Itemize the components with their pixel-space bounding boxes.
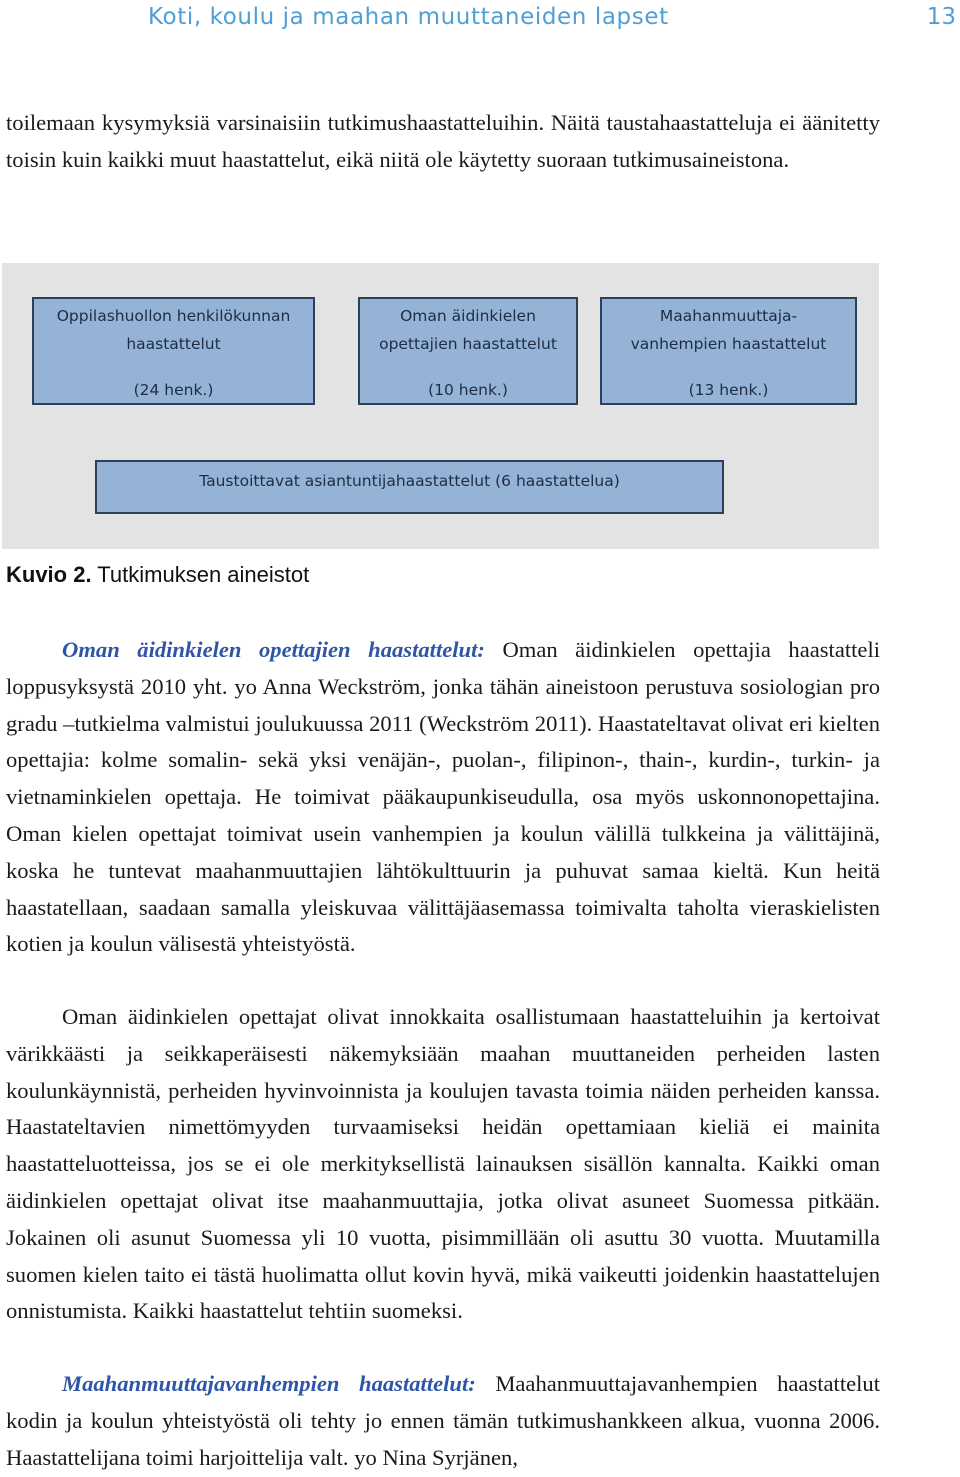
box-label: vanhempien haastattelut xyxy=(630,335,827,353)
figure-caption xyxy=(6,562,309,588)
intro-paragraph: toilemaan kysymyksiä varsinaisiin tutkimushaastatteluihin. Näitä taustahaastatteluja ei äänitetty toisin kuin kaikki muut haastattelut, eikä niitä ole käytetty suoraan tutkimusaineistona. xyxy=(6,110,880,172)
box-count: (10 henk.) xyxy=(428,381,508,399)
section1-body1: Oman äidinkielen opettajia haastatteli loppusyksystä 2010 yht. yo Anna Weckström, jonka tähän aineistoon perustuva sosiologian pro gradu –tutkielma valmistui joulukuussa 2011 (Weckström 2011). Haastateltavat olivat eri kielten opettajia: kolme somalin- sekä yksi venäjän-, puolan-, filipinon-, thain-, kurdin-, turkin- ja vietnaminkielen opettaja. He toimivat pääkaupunkiseudulla, osa myös uskonnonopettajina. Oman kielen opettajat toimivat usein vanhempien ja koulun välillä tulkkeina ja välittäjinä, koska he tuntevat maahanmuuttajien lähtökulttuurin ja puhuvat samaa kieltä. Kun heitä haastatellaan, saadaan samalla yleiskuvaa välittäjäasemassa toimivalta taholta vieraskielisten kotien ja koulun välisestä yhteistyöstä. xyxy=(6,637,880,957)
box-count: (24 henk.) xyxy=(133,381,214,399)
section2-paragraph xyxy=(6,1366,880,1476)
box-mother-tongue-teachers xyxy=(358,297,578,405)
running-header xyxy=(0,0,960,40)
caption-text: Tutkimuksen aineistot xyxy=(97,562,310,587)
box-label: opettajien haastattelut xyxy=(379,335,557,353)
box-label: Oman äidinkielen xyxy=(400,307,536,325)
section1-heading: Oman äidinkielen opettajien haastattelut: xyxy=(62,637,485,662)
box-immigrant-parents xyxy=(600,297,857,405)
caption-label: Kuvio 2. xyxy=(6,562,92,587)
box-label: Maahanmuuttaja- xyxy=(659,307,798,325)
box-label: Taustoittavat asiantuntijahaastattelut (6 haastattelua) xyxy=(199,472,620,490)
box-label: Oppilashuollon henkilökunnan xyxy=(56,307,291,325)
box-label: haastattelut xyxy=(126,335,221,353)
section2-heading: Maahanmuuttajavanhempien haastattelut: xyxy=(62,1371,476,1396)
section2-body: Maahanmuuttajavanhempien haastattelut kodin ja koulun yhteistyöstä oli tehty jo ennen tämän tutkimushankkeen alkua, vuonna 2006. Haastattelijana toimi harjoittelija valt. yo Nina Syrjänen, xyxy=(6,1371,880,1470)
box-background-expert-interviews xyxy=(95,460,724,514)
page-number: 13 xyxy=(926,4,956,30)
section1-paragraph1 xyxy=(6,632,880,963)
section1-paragraph2: Oman äidinkielen opettajat olivat innokkaita osallistumaan haastatteluihin ja kertoivat värikkäästi ja seikkaperäisesti näkemyksiään maahan muuttaneiden perheiden lasten koulunkäynnistä, perheiden hyvinvoinnista ja koulujen tavasta toimia näiden perheiden kanssa. Haastateltavien nimettömyyden turvaamiseksi heidän opettamiaan kieliä ei mainita haastatteluotteissa, jos se ei ole merkityksellistä lainauksen sisällön kannalta. Kaikki oman äidinkielen opettajat olivat itse maahanmuuttajia, jotka olivat asuneet Suomessa pitkään. Jokainen oli asunut Suomessa yli 10 vuotta, pisimmillään oli asuttu 30 vuotta. Muutamilla suomen kielen taito ei tästä huolimatta ollut kovin hyvä, mikä vaikeutti joidenkin haastattelujen onnistumista. Kaikki haastattelut tehtiin suomeksi. xyxy=(6,1004,880,1324)
running-title: Koti, koulu ja maahan muuttaneiden lapset xyxy=(148,4,669,30)
box-pupil-welfare-staff xyxy=(32,297,315,405)
box-count: (13 henk.) xyxy=(688,381,769,399)
figure-research-data xyxy=(2,263,879,549)
